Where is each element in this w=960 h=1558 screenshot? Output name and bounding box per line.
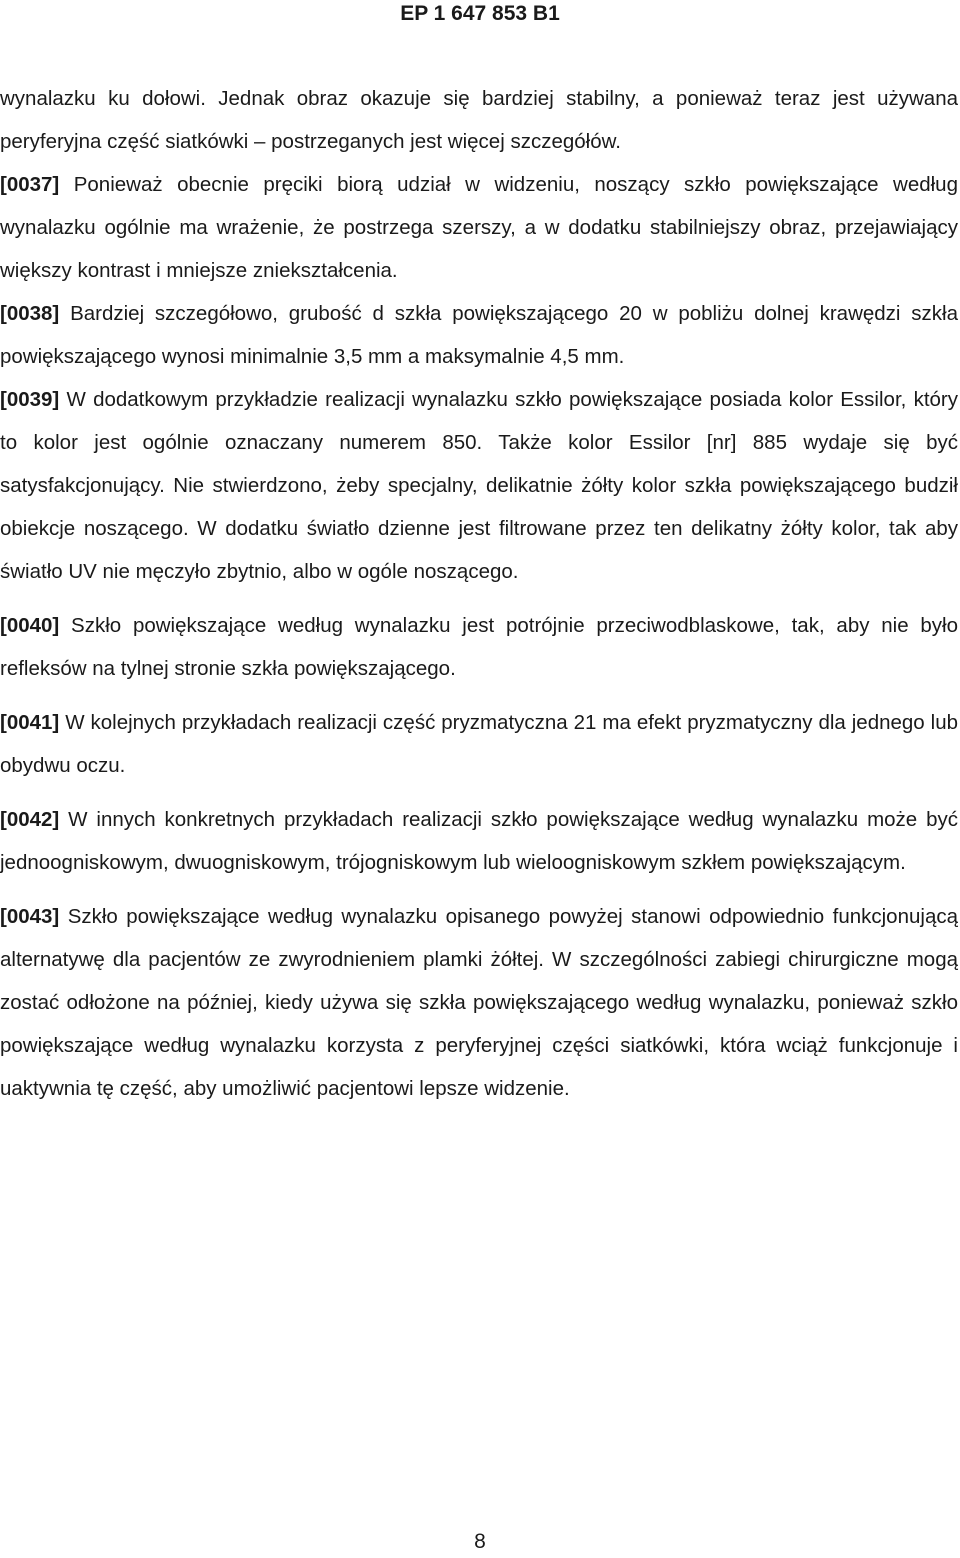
- paragraph-number: [0037]: [0, 173, 60, 196]
- paragraph-0041: [0, 701, 958, 787]
- paragraph-number: [0043]: [0, 905, 60, 928]
- paragraph-continuation: [0, 77, 958, 163]
- paragraph-0039: [0, 378, 958, 593]
- paragraph-text: wynalazku ku dołowi. Jednak obraz okazuje się bardziej stabilny, a ponieważ teraz jest używana peryferyjna część siatkówki – postrzeganych jest więcej szczegółów.: [0, 87, 958, 153]
- document-body: [0, 77, 958, 1110]
- paragraph-text: W dodatkowym przykładzie realizacji wynalazku szkło powiększające posiada kolor Essilor, który to kolor jest ogólnie oznaczany numerem 850. Także kolor Essilor [nr] 885 wydaje się być satysfakcjonujący. Nie stwierdzono, żeby specjalny, delikatnie żółty kolor szkła powiększającego budził obiekcje noszącego. W dodatku światło dzienne jest filtrowane przez ten delikatny żółty kolor, tak aby światło UV nie męczyło zbytnio, albo w ogóle noszącego.: [0, 388, 958, 583]
- patent-number-header: EP 1 647 853 B1: [400, 2, 560, 25]
- paragraph-text: Szkło powiększające według wynalazku jest potrójnie przeciwodblaskowe, tak, aby nie było refleksów na tylnej stronie szkła powiększającego.: [0, 614, 958, 680]
- page-number: 8: [474, 1530, 486, 1553]
- paragraph-text: W innych konkretnych przykładach realizacji szkło powiększające według wynalazku może być jednoogniskowym, dwuogniskowym, trójogniskowym lub wieloogniskowym szkłem powiększającym.: [0, 808, 958, 874]
- paragraph-0040: [0, 604, 958, 690]
- paragraph-text: Szkło powiększające według wynalazku opisanego powyżej stanowi odpowiednio funkcjonującą alternatywę dla pacjentów ze zwyrodnieniem plamki żółtej. W szczególności zabiegi chirurgiczne mogą zostać odłożone na później, kiedy używa się szkła powiększającego według wynalazku, ponieważ szkło powiększające według wynalazku korzysta z peryferyjnej części siatkówki, która wciąż funkcjonuje i uaktywnia tę część, aby umożliwić pacjentowi lepsze widzenie.: [0, 905, 958, 1100]
- paragraph-number: [0042]: [0, 808, 60, 831]
- paragraph-number: [0041]: [0, 711, 60, 734]
- paragraph-0042: [0, 798, 958, 884]
- paragraph-number: [0039]: [0, 388, 60, 411]
- paragraph-number: [0040]: [0, 614, 60, 637]
- paragraph-0038: [0, 292, 958, 378]
- paragraph-text: Ponieważ obecnie pręciki biorą udział w widzeniu, noszący szkło powiększające według wynalazku ogólnie ma wrażenie, że postrzega szerszy, a w dodatku stabilniejszy obraz, przejawiający większy kontrast i mniejsze zniekształcenia.: [0, 173, 958, 282]
- paragraph-0043: [0, 895, 958, 1110]
- paragraph-0037: [0, 163, 958, 292]
- paragraph-number: [0038]: [0, 302, 60, 325]
- paragraph-text: W kolejnych przykładach realizacji część pryzmatyczna 21 ma efekt pryzmatyczny dla jednego lub obydwu oczu.: [0, 711, 958, 777]
- paragraph-text: Bardziej szczegółowo, grubość d szkła powiększającego 20 w pobliżu dolnej krawędzi szkła powiększającego wynosi minimalnie 3,5 mm a maksymalnie 4,5 mm.: [0, 302, 958, 368]
